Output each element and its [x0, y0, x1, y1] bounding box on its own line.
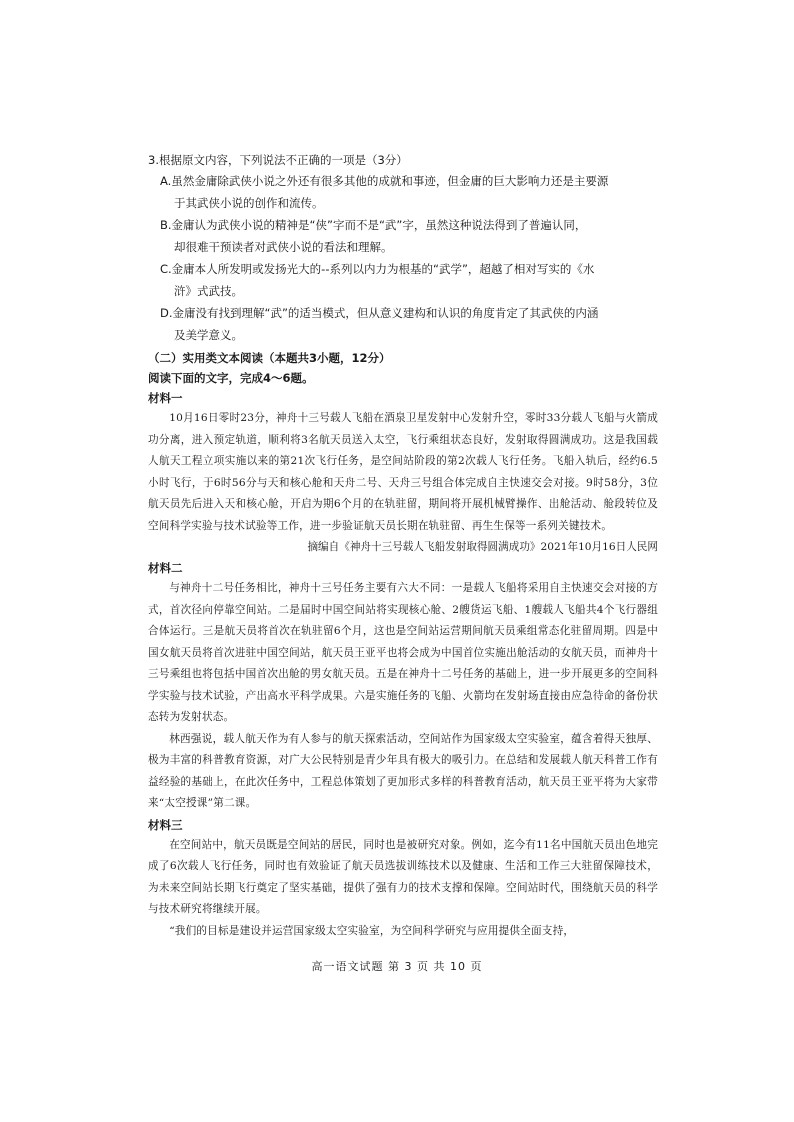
material-1-source: 摘编自《神舟十三号载人飞船发射取得圆满成功》2021年10月16日人民网: [307, 541, 658, 553]
section-instruction: 阅读下面的文字，完成4～6题。: [148, 371, 314, 385]
document-page: [148, 150, 658, 942]
material-2-paragraph-2: 林西强说，载人航天作为有人参与的航天探索活动，空间站作为国家级太空实验室，蕴含着得天独厚、极为丰富的科普教育资源，对广大公民特别是青少年具有极大的吸引力。在总结和发展载人航天科普工作有益经验的基础上，在此次任务中，工程总体策划了更加形式多样的科普教育活动，航天员王亚平将为大家带来“太空授课”第二课。: [148, 732, 658, 809]
material-2-title: 材料二: [148, 561, 183, 575]
option-c: [160, 258, 658, 302]
option-d-line1: D.金庸没有找到理解“武”的适当模式，但从意义建构和认识的角度肯定了其武侠的内涵: [160, 306, 599, 320]
page-footer: 高一语文试题 第 3 页 共 10 页: [311, 960, 483, 973]
option-c-line2: 浒》式武技。: [174, 284, 243, 298]
question-3-stem: 3.根据原文内容，下列说法不正确的一项是（3分）: [148, 153, 408, 167]
material-3-paragraph-1: 在空间站中，航天员既是空间站的居民，同时也是被研究对象。例如，迄今有11名中国航天员出色地完成了6次载人飞行任务，同时也有效验证了航天员选拔训练技术以及健康、生活和工作三大驻留保障技术，为未来空间站长期飞行奠定了坚实基础，提供了强有力的技术支撑和保障。空间站时代，围绕航天员的科学与技术研究将继续开展。: [148, 838, 658, 915]
option-b-line1: B.金庸认为武侠小说的精神是“侠”字而不是“武”字，虽然这种说法得到了普遍认同，: [160, 218, 587, 232]
option-b: [160, 214, 658, 258]
option-a-line1: A.虽然金庸除武侠小说之外还有很多其他的成就和事迹，但金庸的巨大影响力还是主要源: [160, 174, 609, 188]
material-2-paragraph-1: 与神舟十二号任务相比，神舟十三号任务主要有六大不同：一是载人飞船将采用自主快速交会对接的方式，首次径向停靠空间站。二是届时中国空间站将实现核心舱、2艘货运飞船、1艘载人飞船共4个飞行器组合体运行。三是航天员将首次在轨驻留6个月，这也是空间站运营期间航天员乘组常态化驻留周期。四是中国女航天员将首次进驻中国空间站，航天员王亚平也将会成为中国首位实施出舱活动的女航天员，而神舟十三号乘组也将包括中国首次出舱的男女航天员。五是在神舟十二号任务的基础上，进一步开展更多的空间科学实验与技术试验，产出高水平科学成果。六是实施任务的飞船、火箭均在发射场直接由应急待命的备份状态转为发射状态。: [148, 582, 658, 723]
option-c-line1: C.金庸本人所发明或发扬光大的--系列以内力为根基的“武学”，超越了相对写实的《水: [160, 262, 595, 276]
material-3-paragraph-2: “我们的目标是建设并运营国家级太空实验室，为空间科学研究与应用提供全面支持，: [169, 924, 575, 937]
section-heading: （二）实用类文本阅读（本题共3小题，12分）: [148, 351, 391, 365]
option-a: [160, 170, 658, 214]
material-1-title: 材料一: [148, 391, 183, 405]
option-a-line2: 于其武侠小说的创作和流传。: [174, 196, 324, 210]
material-3-title: 材料三: [148, 817, 183, 832]
option-d: [160, 302, 658, 346]
option-b-line2: 却很难干预读者对武侠小说的看法和理解。: [174, 240, 393, 254]
option-d-line2: 及美学意义。: [174, 328, 243, 342]
material-1-paragraph: 10月16日零时23分，神舟十三号载人飞船在酒泉卫星发射中心发射升空，零时33分载人飞船与火箭成功分离，进入预定轨道，顺利将3名航天员送入太空，飞行乘组状态良好，发射取得圆满成功。这是我国载人航天工程立项实施以来的第21次飞行任务，是空间站阶段的第2次载人飞行任务。飞船入轨后，经约6.5小时飞行，于6时56分与天和核心舱和天舟二号、天舟三号组合体完成自主快速交会对接。9时58分，3位航天员先后进入天和核心舱，开启为期6个月的在轨驻留，期间将开展机械臂操作、出舱活动、舱段转位及空间科学实验与技术试验等工作，进一步验证航天员长期在轨驻留、再生生保等一系列关键技术。: [148, 412, 658, 532]
